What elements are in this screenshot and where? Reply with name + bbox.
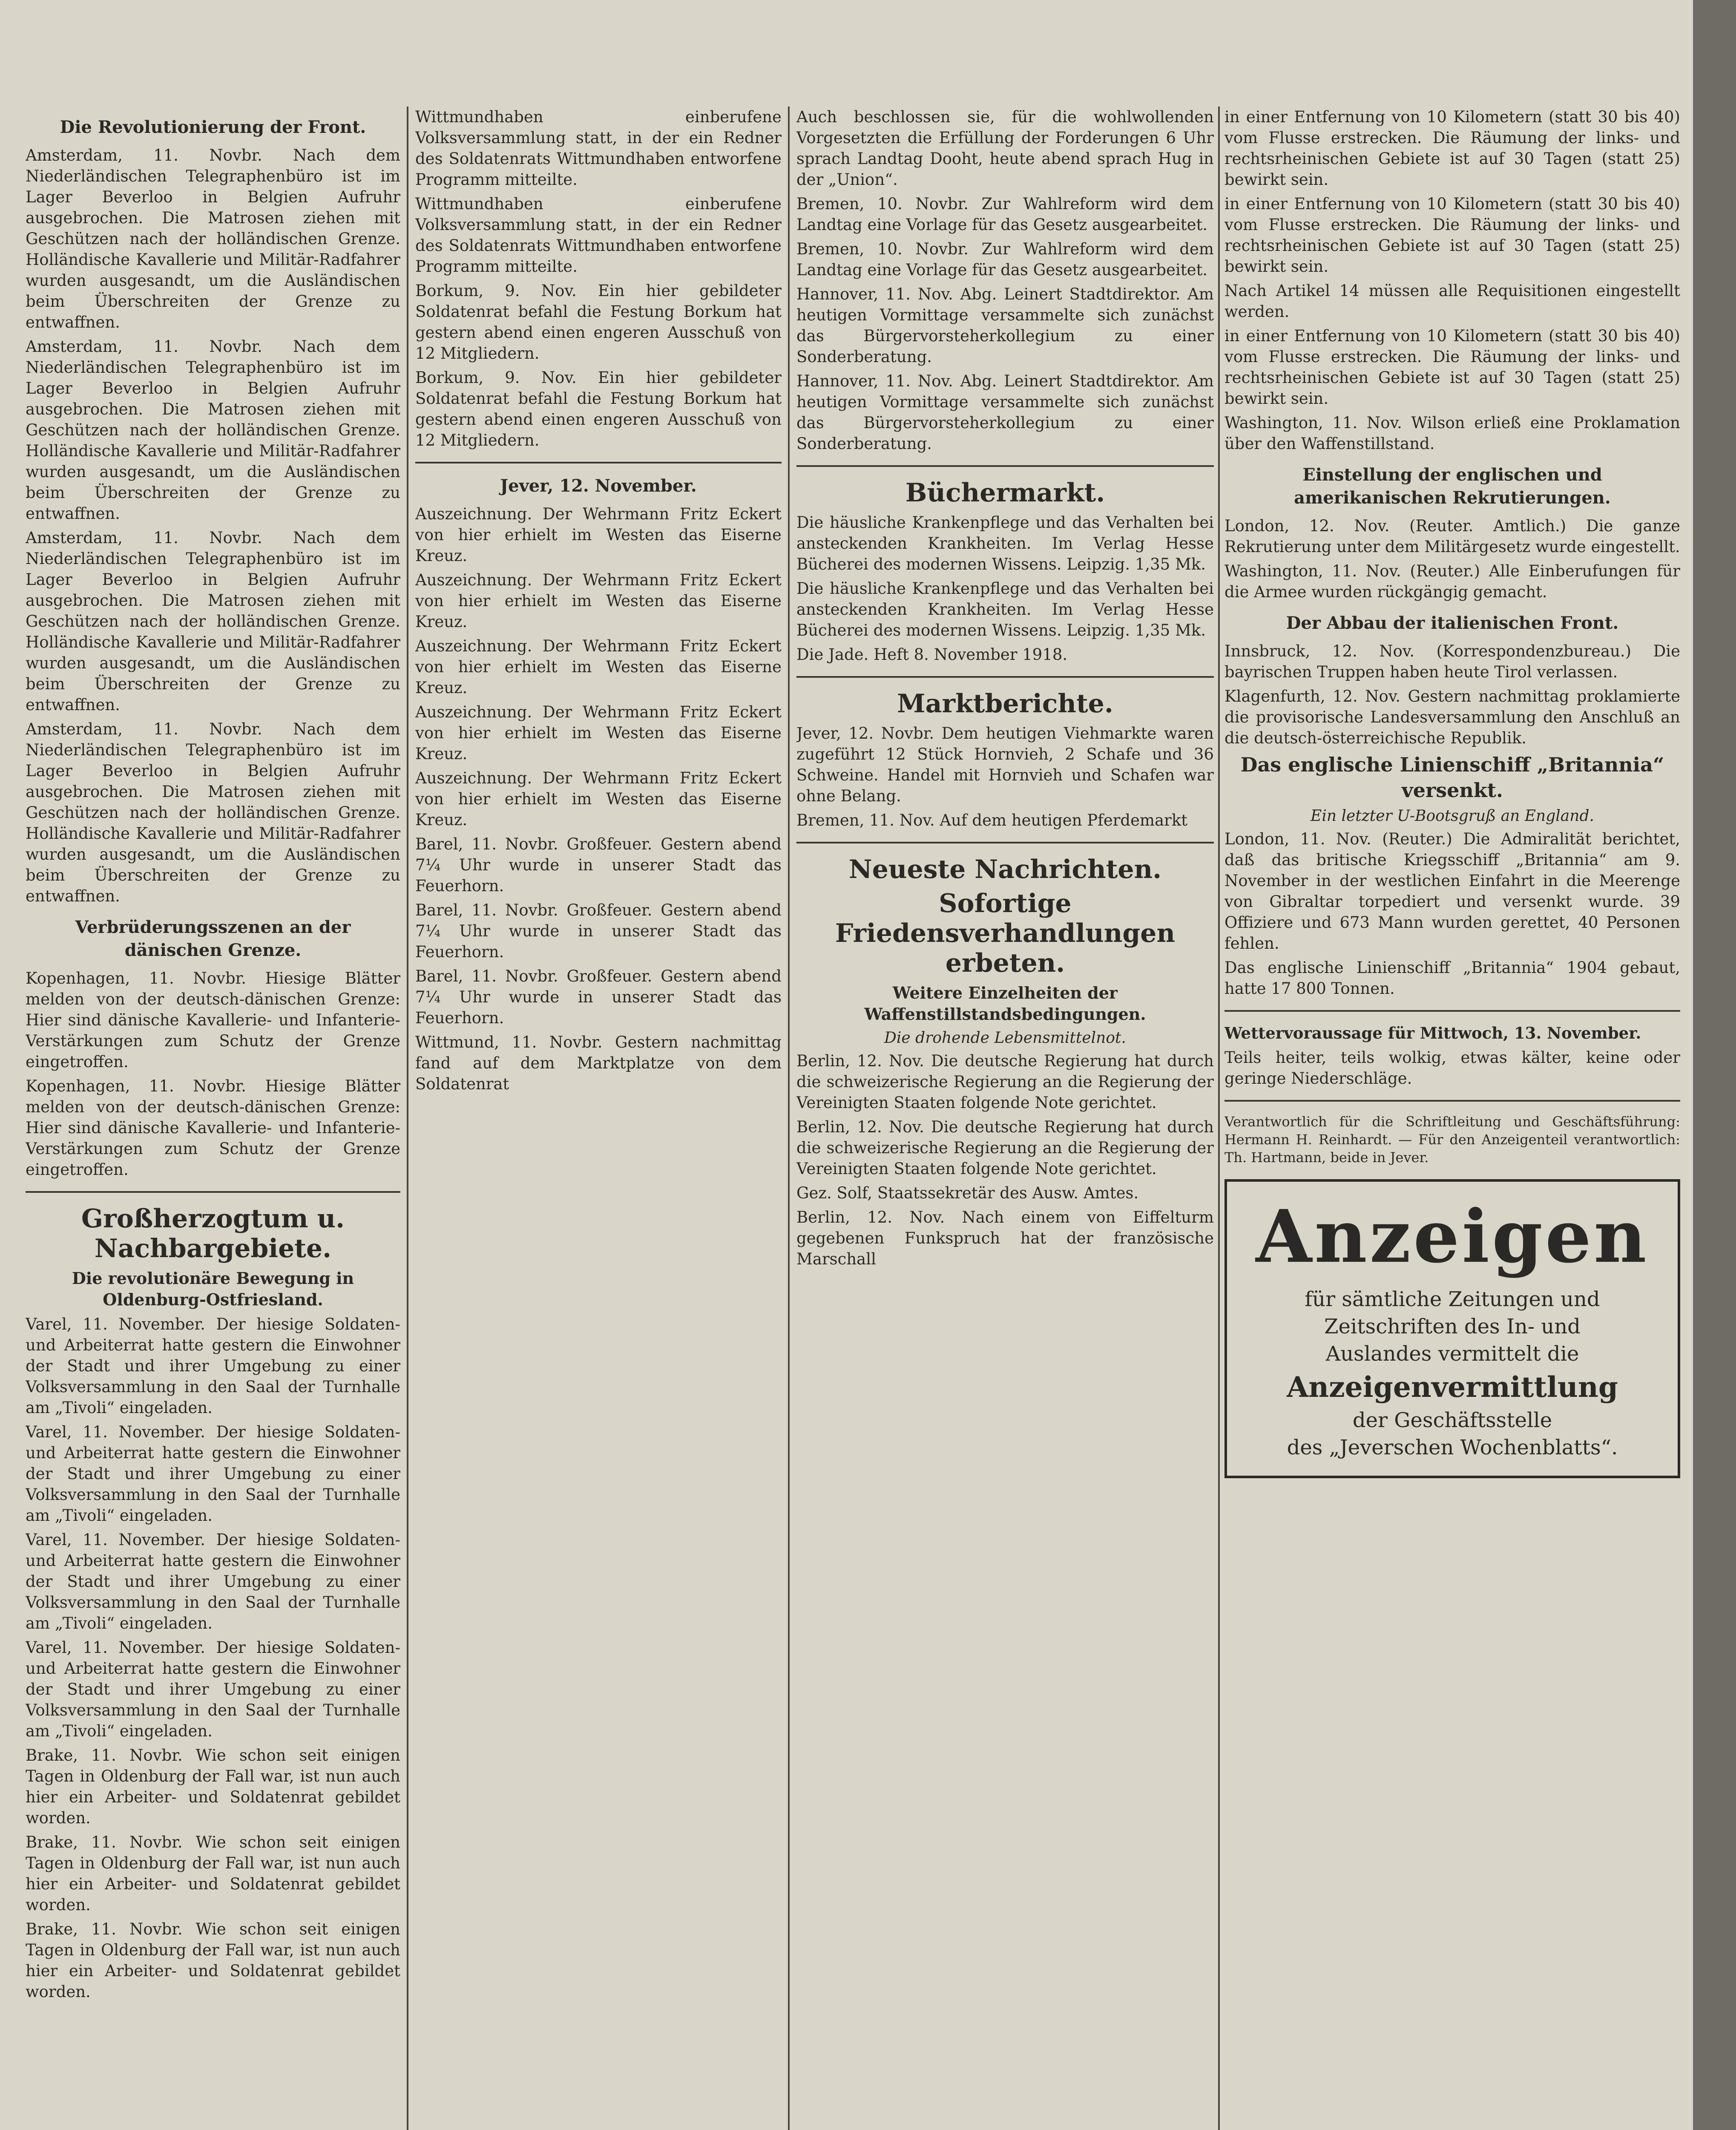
section-rule — [415, 462, 782, 463]
article-text: Auszeichnung. Der Wehrmann Fritz Eckert von hier erhielt im Westen das Eiserne Kreuz. — [415, 571, 782, 631]
article-text: Amsterdam, 11. Novbr. Nach dem Niederländischen Telegraphenbüro ist im Lager Beverloo in Belgien Aufruhr ausgebrochen. Die Matrosen ziehen mit Geschützen nach der holländischen Grenze. Holländische Kavallerie und Militär-Radfahrer wurden ausgesandt, um die Ausländischen beim Überschreiten der Grenze zu entwaffnen. — [26, 146, 400, 331]
section-title: Marktberichte. — [897, 689, 1113, 719]
headline: Jever, 12. November. — [500, 476, 697, 496]
column-3 — [796, 106, 1214, 2130]
article-text: Amsterdam, 11. Novbr. Nach dem Niederländischen Telegraphenbüro ist im Lager Beverloo in Belgien Aufruhr ausgebrochen. Die Matrosen ziehen mit Geschützen nach der holländischen Grenze. Holländische Kavallerie und Militär-Radfahrer wurden ausgesandt, um die Ausländischen beim Überschreiten der Grenze zu entwaffnen. — [26, 337, 400, 523]
imprint: Verantwortlich für die Schriftleitung und Geschäftsführung: Hermann H. Reinhardt. — Für den Anzeigenteil verantwortlich: Th. Hartmann, beide in Jever. — [1224, 1114, 1680, 1166]
article-text: Varel, 11. November. Der hiesige Soldaten- und Arbeiterrat hatte gestern die Einwohner der Stadt und ihrer Umgebung zu einer Volksversammlung in den Saal der Turnhalle am „Tivoli“ eingeladen. — [26, 1423, 400, 1525]
article-text: Bremen, 11. Nov. Auf dem heutigen Pferdemarkt — [796, 811, 1188, 829]
article-text: Wittmund, 11. Novbr. Gestern nachmittag fand auf dem Marktplatze von dem Soldatenrat — [415, 1033, 782, 1093]
headline: Verbrüderungsszenen an der dänischen Grenze. — [75, 917, 351, 960]
article-text: Varel, 11. November. Der hiesige Soldaten- und Arbeiterrat hatte gestern die Einwohner der Stadt und ihrer Umgebung zu einer Volksversammlung in den Saal der Turnhalle am „Tivoli“ eingeladen. — [26, 1315, 400, 1417]
section-subtitle: Weitere Einzelheiten der Waffenstillstandsbedingungen. — [864, 983, 1146, 1024]
article-text: Auszeichnung. Der Wehrmann Fritz Eckert von hier erhielt im Westen das Eiserne Kreuz. — [415, 637, 782, 697]
article-text: Brake, 11. Novbr. Wie schon seit einigen Tagen in Oldenburg der Fall war, ist nun auch hier ein Arbeiter- und Soldatenrat gebildet worden. — [26, 1920, 400, 2001]
article-text: Varel, 11. November. Der hiesige Soldaten- und Arbeiterrat hatte gestern die Einwohner der Stadt und ihrer Umgebung zu einer Volksversammlung in den Saal der Turnhalle am „Tivoli“ eingeladen. — [26, 1531, 400, 1632]
article-text: Auszeichnung. Der Wehrmann Fritz Eckert von hier erhielt im Westen das Eiserne Kreuz. — [415, 703, 782, 763]
column-2 — [415, 106, 782, 2130]
article-text: Innsbruck, 12. Nov. (Korrespondenzbureau.) Die bayrischen Truppen haben heute Tirol verlassen. — [1224, 642, 1680, 681]
section-title: Das englische Linienschiff „Britannia“ versenkt. — [1240, 753, 1664, 802]
weather-forecast: Wettervoraussage für Mittwoch, 13. November. — [1224, 1024, 1641, 1042]
article-text: Wittmundhaben einberufene Volksversammlung statt, in der ein Redner des Soldatenrats Wittmundhaben entworfene Programm mitteilte. — [415, 195, 782, 276]
column-1 — [26, 106, 400, 2130]
column-divider — [407, 106, 408, 2130]
section-title: Büchermarkt. — [905, 478, 1105, 508]
section-rule — [796, 676, 1214, 678]
article-text: Klagenfurth, 12. Nov. Gestern nachmittag proklamierte die provisorische Landesversammlung den Anschluß an die deutsch-österreichische Republik. — [1224, 687, 1680, 747]
article-text: London, 11. Nov. (Reuter.) Die Admiralität berichtet, daß das britische Kriegsschiff „Britannia“ am 9. November in der westlichen Einfahrt in die Meerenge von Gibraltar torpediert und versenkt wurde. 39 Offiziere und 673 Mann wurden gerettet, 40 Personen fehlen. — [1224, 830, 1680, 953]
article-text: Washington, 11. Nov. Wilson erließ eine Proklamation über den Waffenstillstand. — [1224, 414, 1680, 453]
section-title: Neueste Nachrichten. — [848, 855, 1162, 884]
section-rule — [796, 842, 1214, 843]
article-text: Die Jade. Heft 8. November 1918. — [796, 645, 1068, 664]
advertisement — [1224, 1179, 1680, 1478]
article-text: in einer Entfernung von 10 Kilometern (statt 30 bis 40) vom Flusse erstrecken. Die Räumung der links- und rechtsrheinischen Gebiete ist auf 30 Tagen (statt 25) bewirkt sein. — [1224, 327, 1680, 408]
article-text: Borkum, 9. Nov. Ein hier gebildeter Soldatenrat befahl die Festung Borkum hat gestern abend einen engeren Ausschuß von 12 Mitgliedern. — [415, 368, 782, 449]
section-subtitle: Ein letzter U-Bootsgruß an England. — [1311, 807, 1594, 825]
article-text: Auch beschlossen sie, für die wohlwollenden Vorgesetzten die Erfüllung der Forderungen 6 Uhr sprach Landtag Dooht, heute abend sprach Hug in der „Union“. — [796, 108, 1214, 189]
article-text: Kopenhagen, 11. Novbr. Hiesige Blätter melden von der deutsch-dänischen Grenze: Hier sind dänische Kavallerie- und Infanterie-Verstärkungen zum Schutz der Grenze eingetroffen. — [26, 969, 400, 1071]
article-text: Die häusliche Krankenpflege und das Verhalten bei ansteckenden Krankheiten. Im Verlag Hesse Bücherei des modernen Wissens. Leipzig. 1,35 Mk. — [796, 513, 1214, 573]
scan-margin — [1693, 0, 1736, 2130]
article-text: Nach Artikel 14 müssen alle Requisitionen eingestellt werden. — [1224, 282, 1680, 321]
article-text: Borkum, 9. Nov. Ein hier gebildeter Soldatenrat befahl die Festung Borkum hat gestern abend einen engeren Ausschuß von 12 Mitgliedern. — [415, 282, 782, 363]
article-text: Barel, 11. Novbr. Großfeuer. Gestern abend 7¼ Uhr wurde in unserer Stadt das Feuerhorn. — [415, 835, 782, 895]
ad-line: Anzeigenvermittlung — [1286, 1370, 1618, 1404]
article-text: Berlin, 12. Nov. Die deutsche Regierung hat durch die schweizerische Regierung an die Regierung der Vereinigten Staaten folgende Note gerichtet. — [796, 1118, 1214, 1178]
ad-line: des „Jeverschen Wochenblatts“. — [1287, 1436, 1618, 1459]
article-text: Hannover, 11. Nov. Abg. Leinert Stadtdirektor. Am heutigen Vormittage versammelte sich zunächst das Bürgervorsteherkollegium zu einer Sonderberatung. — [796, 372, 1214, 453]
main-headline: Sofortige Friedensverhandlungen erbeten. — [835, 889, 1176, 978]
section-rule — [1224, 1100, 1680, 1102]
ad-title: Anzeigen — [1256, 1194, 1649, 1279]
column-divider — [788, 106, 790, 2130]
section-title: Großherzogtum u. Nachbargebiete. — [81, 1204, 345, 1264]
article-text: Berlin, 12. Nov. Nach einem von Eiffelturm gegebenen Funkspruch hat der französische Marschall — [796, 1208, 1214, 1268]
article-text: Kopenhagen, 11. Novbr. Hiesige Blätter melden von der deutsch-dänischen Grenze: Hier sind dänische Kavallerie- und Infanterie-Verstärkungen zum Schutz der Grenze eingetroffen. — [26, 1077, 400, 1179]
headline: Einstellung der englischen und amerikanischen Rekrutierungen. — [1294, 465, 1611, 508]
article-text: Bremen, 10. Novbr. Zur Wahlreform wird dem Landtag eine Vorlage für das Gesetz ausgearbeitet. — [796, 195, 1214, 234]
section-rule — [1224, 1010, 1680, 1012]
article-text: London, 12. Nov. (Reuter. Amtlich.) Die ganze Rekrutierung unter dem Militärgesetz wurde eingestellt. — [1224, 517, 1680, 556]
signature: Gez. Solf, Staatssekretär des Ausw. Amtes. — [796, 1184, 1139, 1202]
article-text: Amsterdam, 11. Novbr. Nach dem Niederländischen Telegraphenbüro ist im Lager Beverloo in Belgien Aufruhr ausgebrochen. Die Matrosen ziehen mit Geschützen nach der holländischen Grenze. Holländische Kavallerie und Militär-Radfahrer wurden ausgesandt, um die Ausländischen beim Überschreiten der Grenze zu entwaffnen. — [26, 529, 400, 714]
article-text: Jever, 12. Novbr. Dem heutigen Viehmarkte waren zugeführt 12 Stück Hornvieh, 2 Schafe und 36 Schweine. Handel mit Hornvieh und Schafen war ohne Belang. — [796, 724, 1214, 805]
section-rule — [26, 1191, 400, 1193]
article-text: Auszeichnung. Der Wehrmann Fritz Eckert von hier erhielt im Westen das Eiserne Kreuz. — [415, 505, 782, 565]
article-text: Berlin, 12. Nov. Die deutsche Regierung hat durch die schweizerische Regierung an die Regierung der Vereinigten Staaten folgende Note gerichtet. — [796, 1052, 1214, 1112]
ad-line: für sämtliche Zeitungen und — [1305, 1287, 1600, 1311]
article-text: Bremen, 10. Novbr. Zur Wahlreform wird dem Landtag eine Vorlage für das Gesetz ausgearbeitet. — [796, 240, 1214, 279]
section-subtitle: Die drohende Lebensmittelnot. — [884, 1029, 1126, 1047]
article-text: Brake, 11. Novbr. Wie schon seit einigen Tagen in Oldenburg der Fall war, ist nun auch hier ein Arbeiter- und Soldatenrat gebildet worden. — [26, 1746, 400, 1827]
article-text: Washington, 11. Nov. (Reuter.) Alle Einberufungen für die Armee wurden rückgängig gemacht. — [1224, 562, 1680, 601]
article-text: Varel, 11. November. Der hiesige Soldaten- und Arbeiterrat hatte gestern die Einwohner der Stadt und ihrer Umgebung zu einer Volksversammlung in den Saal der Turnhalle am „Tivoli“ eingeladen. — [26, 1638, 400, 1740]
headline: Der Abbau der italienischen Front. — [1286, 613, 1619, 633]
section-rule — [796, 465, 1214, 467]
weather-forecast: Teils heiter, teils wolkig, etwas kälter, keine oder geringe Niederschläge. — [1224, 1048, 1680, 1088]
article-text: Barel, 11. Novbr. Großfeuer. Gestern abend 7¼ Uhr wurde in unserer Stadt das Feuerhorn. — [415, 901, 782, 961]
column-divider — [1218, 106, 1220, 2130]
article-text: Das englische Linienschiff „Britannia“ 1904 gebaut, hatte 17 800 Tonnen. — [1224, 958, 1680, 998]
article-text: Auszeichnung. Der Wehrmann Fritz Eckert von hier erhielt im Westen das Eiserne Kreuz. — [415, 769, 782, 829]
article-text: Amsterdam, 11. Novbr. Nach dem Niederländischen Telegraphenbüro ist im Lager Beverloo in Belgien Aufruhr ausgebrochen. Die Matrosen ziehen mit Geschützen nach der holländischen Grenze. Holländische Kavallerie und Militär-Radfahrer wurden ausgesandt, um die Ausländischen beim Überschreiten der Grenze zu entwaffnen. — [26, 720, 400, 905]
article-text: in einer Entfernung von 10 Kilometern (statt 30 bis 40) vom Flusse erstrecken. Die Räumung der links- und rechtsrheinischen Gebiete ist auf 30 Tagen (statt 25) bewirkt sein. — [1224, 108, 1680, 189]
column-4 — [1224, 106, 1680, 2130]
article-text: Die häusliche Krankenpflege und das Verhalten bei ansteckenden Krankheiten. Im Verlag Hesse Bücherei des modernen Wissens. Leipzig. 1,35 Mk. — [796, 579, 1214, 639]
section-subtitle: Die revolutionäre Bewegung in Oldenburg-Ostfriesland. — [72, 1269, 354, 1309]
article-text: Hannover, 11. Nov. Abg. Leinert Stadtdirektor. Am heutigen Vormittage versammelte sich zunächst das Bürgervorsteherkollegium zu einer Sonderberatung. — [796, 285, 1214, 366]
article-text: Barel, 11. Novbr. Großfeuer. Gestern abend 7¼ Uhr wurde in unserer Stadt das Feuerhorn. — [415, 967, 782, 1027]
article-text: in einer Entfernung von 10 Kilometern (statt 30 bis 40) vom Flusse erstrecken. Die Räumung der links- und rechtsrheinischen Gebiete ist auf 30 Tagen (statt 25) bewirkt sein. — [1224, 195, 1680, 276]
ad-line: der Geschäftsstelle — [1352, 1408, 1552, 1432]
ad-line: Auslandes vermittelt die — [1325, 1342, 1579, 1366]
article-text: Brake, 11. Novbr. Wie schon seit einigen Tagen in Oldenburg der Fall war, ist nun auch hier ein Arbeiter- und Soldatenrat gebildet worden. — [26, 1833, 400, 1914]
headline: Die Revolutionierung der Front. — [60, 117, 366, 137]
article-text: Wittmundhaben einberufene Volksversammlung statt, in der ein Redner des Soldatenrats Wittmundhaben entworfene Programm mitteilte. — [415, 108, 782, 189]
ad-line: Zeitschriften des In- und — [1324, 1315, 1581, 1338]
